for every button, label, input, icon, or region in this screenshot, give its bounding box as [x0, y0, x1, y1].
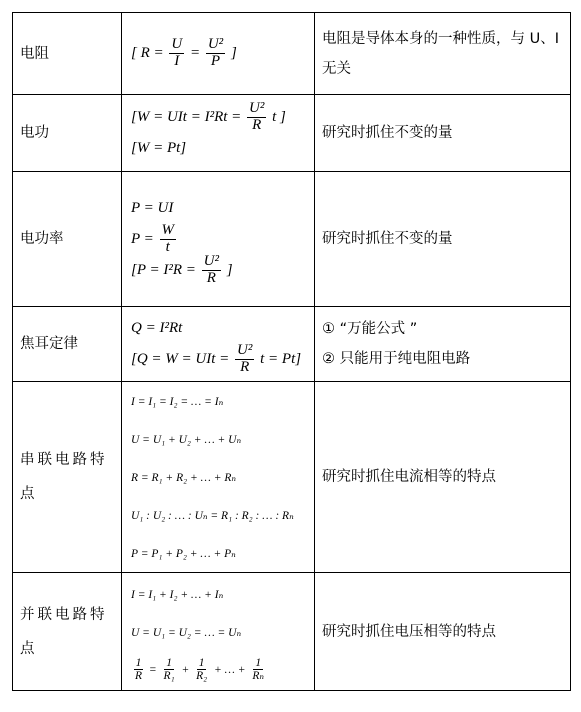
- formula-text: U₁ : U₂ : … : Uₙ = R₁ : R₂ : … : Rₙ: [131, 510, 294, 522]
- fraction-numerator: 1: [198, 656, 205, 669]
- formula-text: P = UI: [131, 199, 174, 216]
- formula-text: Q = I²Rt: [131, 320, 183, 336]
- table-row: [13, 382, 571, 573]
- formula: [131, 133, 314, 164]
- fraction-numerator: U²: [203, 252, 219, 269]
- formula: [131, 313, 314, 344]
- fraction-denominator: Rₙ: [252, 670, 265, 682]
- fraction-numerator: U²: [249, 100, 265, 117]
- fraction: [235, 343, 254, 376]
- formula: [131, 458, 314, 496]
- fraction-denominator: R₂: [196, 670, 208, 682]
- formula-text: U = U₁ = U₂ = … = Uₙ: [131, 626, 242, 639]
- formula-text: U = U₁ + U₂ + … + Uₙ: [131, 434, 242, 446]
- table-row: [13, 172, 571, 307]
- formula: [131, 382, 314, 420]
- note-cell: 研究时抓住电流相等的特点: [315, 382, 571, 573]
- fraction-numerator: U²: [237, 342, 253, 359]
- formula: [131, 102, 314, 133]
- formula: [131, 534, 314, 572]
- formula-table: [12, 12, 571, 691]
- formula-text: [W = UIt = I²Rt =: [131, 109, 246, 125]
- fraction: [194, 657, 209, 682]
- formula: [131, 496, 314, 534]
- note-cell: 研究时抓住电压相等的特点: [315, 573, 571, 691]
- quantity-name: 电阻: [13, 13, 122, 95]
- fraction-denominator: R: [240, 359, 250, 375]
- formula-text: +: [178, 663, 193, 676]
- formula: [131, 651, 314, 689]
- formula: [131, 420, 314, 458]
- formula-text: [Q = W = UIt =: [131, 351, 234, 367]
- formula-text: R = R₁ + R₂ + … + Rₙ: [131, 472, 237, 484]
- formula-text: + … +: [211, 663, 249, 676]
- quantity-name: 焦耳定律: [13, 307, 122, 382]
- formula: [131, 193, 314, 224]
- formula: [131, 613, 314, 651]
- formula-text: t ]: [268, 109, 286, 125]
- fraction: [169, 37, 184, 70]
- fraction: [162, 657, 177, 682]
- formula-text: ]: [222, 261, 233, 278]
- formula: [131, 38, 314, 69]
- note-cell: 研究时抓住不变的量: [315, 95, 571, 172]
- note-line: ① “万能公式 ”: [322, 321, 418, 337]
- fraction-numerator: 1: [135, 656, 142, 669]
- fraction-numerator: 1: [166, 656, 172, 669]
- note-cell: [315, 307, 571, 382]
- formula-text: P = P₁ + P₂ + … + Pₙ: [131, 548, 236, 560]
- fraction: [202, 254, 221, 287]
- note-cell: 电阻是导体本身的一种性质，与 U、I 无关: [315, 13, 571, 95]
- quantity-name: 电功: [13, 95, 122, 172]
- quantity-name: 串联电路特点: [13, 382, 122, 573]
- formula: [131, 575, 314, 613]
- formula-text: I = I₁ + I₂ + … + Iₙ: [131, 588, 224, 601]
- note-cell: 研究时抓住不变的量: [315, 172, 571, 307]
- formula-text: P =: [131, 230, 158, 247]
- fraction: [206, 37, 225, 70]
- table-row: [13, 95, 571, 172]
- table-row: [13, 307, 571, 382]
- fraction: [250, 657, 266, 682]
- formula-cell: [122, 13, 315, 95]
- quantity-name: 电功率: [13, 172, 122, 307]
- table-row: [13, 13, 571, 95]
- formula-text: I = I₁ = I₂ = … = Iₙ: [131, 396, 224, 408]
- formula-text: ]: [227, 45, 237, 61]
- quantity-name: 并联电路特点: [13, 573, 122, 691]
- formula-text: [P = I²R =: [131, 261, 200, 278]
- formula-cell: [122, 382, 315, 573]
- fraction-numerator: 1: [255, 656, 262, 669]
- fraction-denominator: I: [174, 53, 180, 69]
- fraction-denominator: P: [210, 53, 221, 69]
- fraction-denominator: R: [252, 117, 262, 133]
- fraction: [247, 101, 266, 134]
- formula-cell: [122, 307, 315, 382]
- formula-cell: [122, 95, 315, 172]
- formula-text: =: [186, 45, 204, 61]
- fraction-numerator: U²: [207, 36, 224, 53]
- fraction-denominator: R: [135, 670, 143, 682]
- table-row: [13, 573, 571, 691]
- fraction-denominator: R: [206, 269, 216, 286]
- fraction: [133, 657, 144, 682]
- formula-text: t = Pt]: [256, 351, 302, 367]
- fraction-numerator: U: [171, 36, 183, 53]
- note-line: ② 只能用于纯电阻电路: [322, 351, 471, 367]
- formula: [131, 252, 314, 286]
- formula-text: [W = Pt]: [131, 140, 187, 156]
- fraction-denominator: R₁: [163, 670, 175, 682]
- formula-text: =: [146, 663, 160, 676]
- fraction: [160, 223, 177, 256]
- formula-cell: [122, 172, 315, 307]
- fraction-numerator: W: [161, 221, 175, 238]
- formula: [131, 344, 314, 375]
- fraction-denominator: t: [165, 238, 170, 255]
- formula: [131, 221, 314, 255]
- formula-cell: [122, 573, 315, 691]
- formula-text: [ R =: [131, 45, 168, 61]
